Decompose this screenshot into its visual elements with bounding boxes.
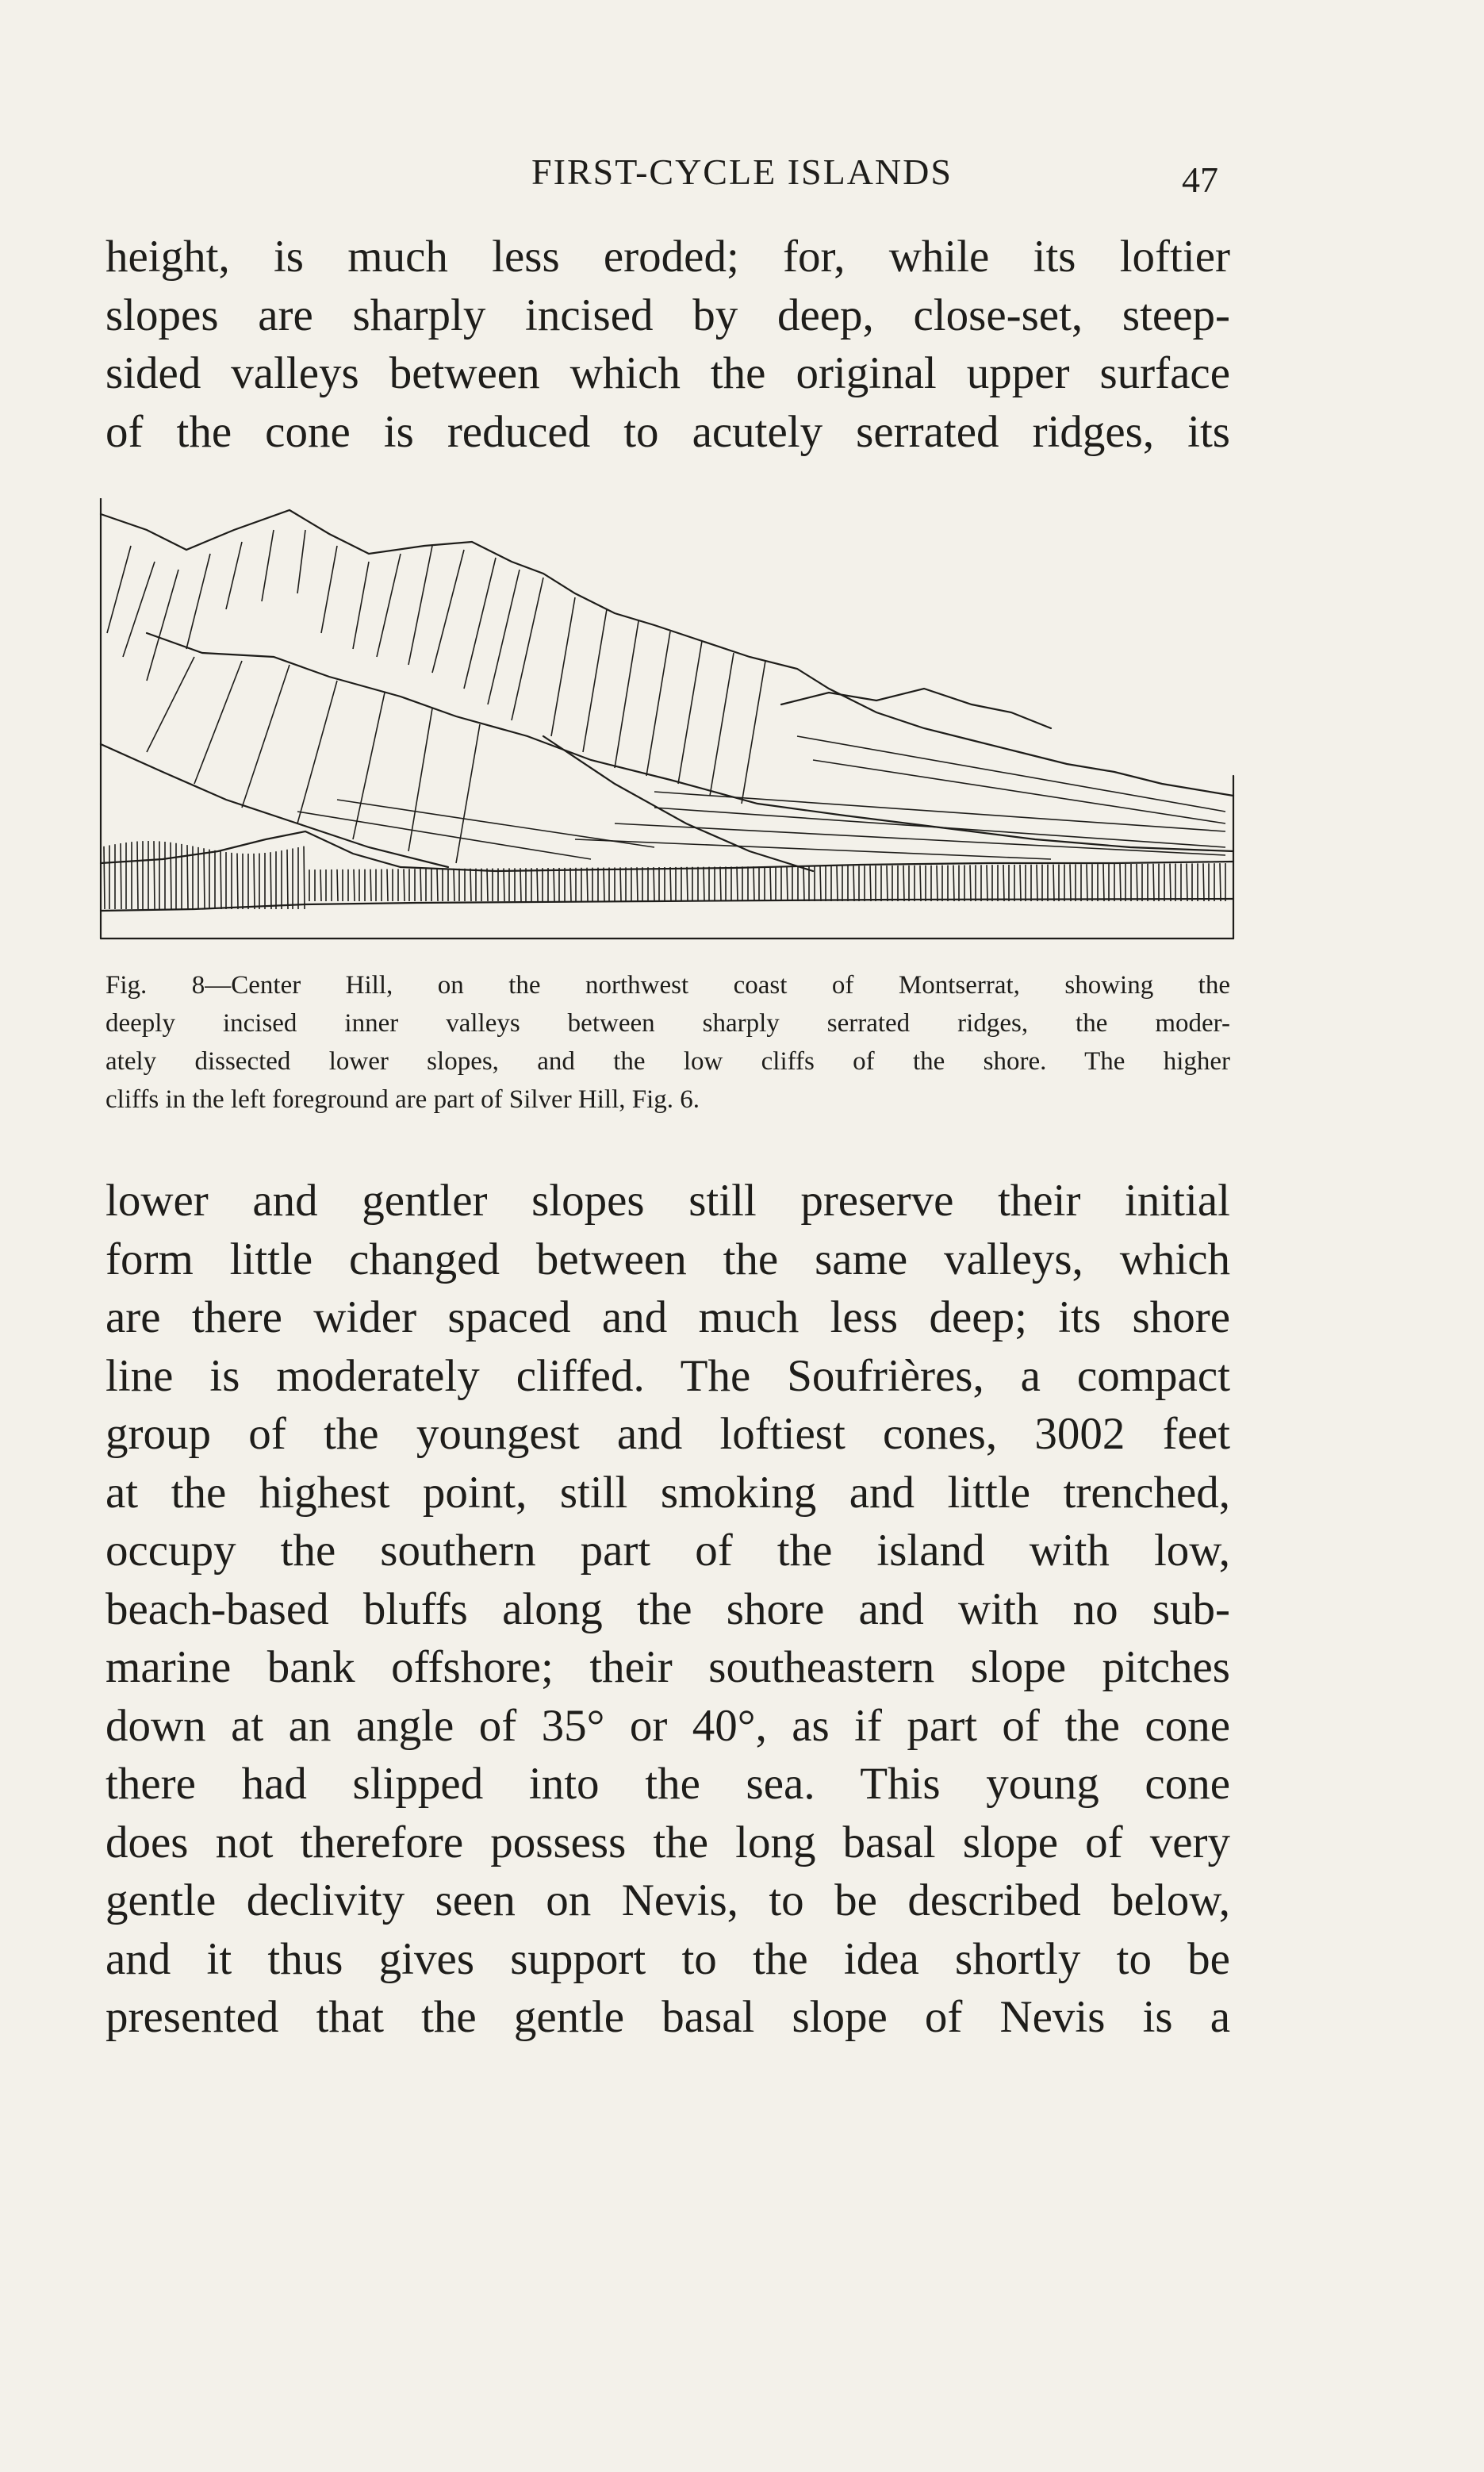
text-line: there had slipped into the sea. This young cone	[105, 1759, 1230, 1809]
text-line: of the cone is reduced to acutely serrated ridges, its	[105, 406, 1230, 457]
text-line: down at an angle of 35° or 40°, as if part of the cone	[105, 1700, 1230, 1751]
text-line: height, is much less eroded; for, while its loftier	[105, 232, 1230, 282]
top-paragraph	[105, 228, 1230, 461]
landscape-sketch	[99, 498, 1235, 982]
text-line: sided valleys between which the original upper surface	[105, 348, 1230, 398]
text-line: group of the youngest and loftiest cones, 3002 feet	[105, 1409, 1230, 1459]
text-line: gentle declivity seen on Nevis, to be described below,	[105, 1875, 1230, 1925]
figure-center-hill-sketch	[99, 498, 1235, 982]
text-line: form little changed between the same valleys, which	[105, 1234, 1230, 1284]
caption-line: Fig. 8—Center Hill, on the northwest coast of Montserrat, showing the	[105, 971, 1230, 1000]
caption-line: deeply incised inner valleys between sharply serrated ridges, the moder-	[105, 1009, 1230, 1038]
caption-line: ately dissected lower slopes, and the low cliffs of the shore. The higher	[105, 1047, 1230, 1076]
text-line: presented that the gentle basal slope of Nevis is a	[105, 1992, 1230, 2042]
bottom-paragraph	[105, 1172, 1230, 2047]
text-line: slopes are sharply incised by deep, close-set, steep-	[105, 290, 1230, 340]
text-line: and it thus gives support to the idea shortly to be	[105, 1933, 1230, 1984]
text-line: beach-based bluffs along the shore and with no sub-	[105, 1583, 1230, 1634]
caption-line: cliffs in the left foreground are part of Silver Hill, Fig. 6.	[105, 1085, 700, 1114]
text-line: are there wider spaced and much less deep; its shore	[105, 1292, 1230, 1342]
page-number: 47	[1182, 159, 1218, 200]
text-line: marine bank offshore; their southeastern slope pitches	[105, 1642, 1230, 1692]
text-line: line is moderately cliffed. The Soufrières, a compact	[105, 1350, 1230, 1401]
text-line: at the highest point, still smoking and little trenched,	[105, 1467, 1230, 1518]
text-line: lower and gentler slopes still preserve their initial	[105, 1176, 1230, 1226]
running-head: FIRST-CYCLE ISLANDS	[531, 152, 953, 192]
text-line: does not therefore possess the long basal slope of very	[105, 1817, 1230, 1867]
text-line: occupy the southern part of the island with low,	[105, 1526, 1230, 1576]
figure-caption	[105, 966, 1230, 1119]
